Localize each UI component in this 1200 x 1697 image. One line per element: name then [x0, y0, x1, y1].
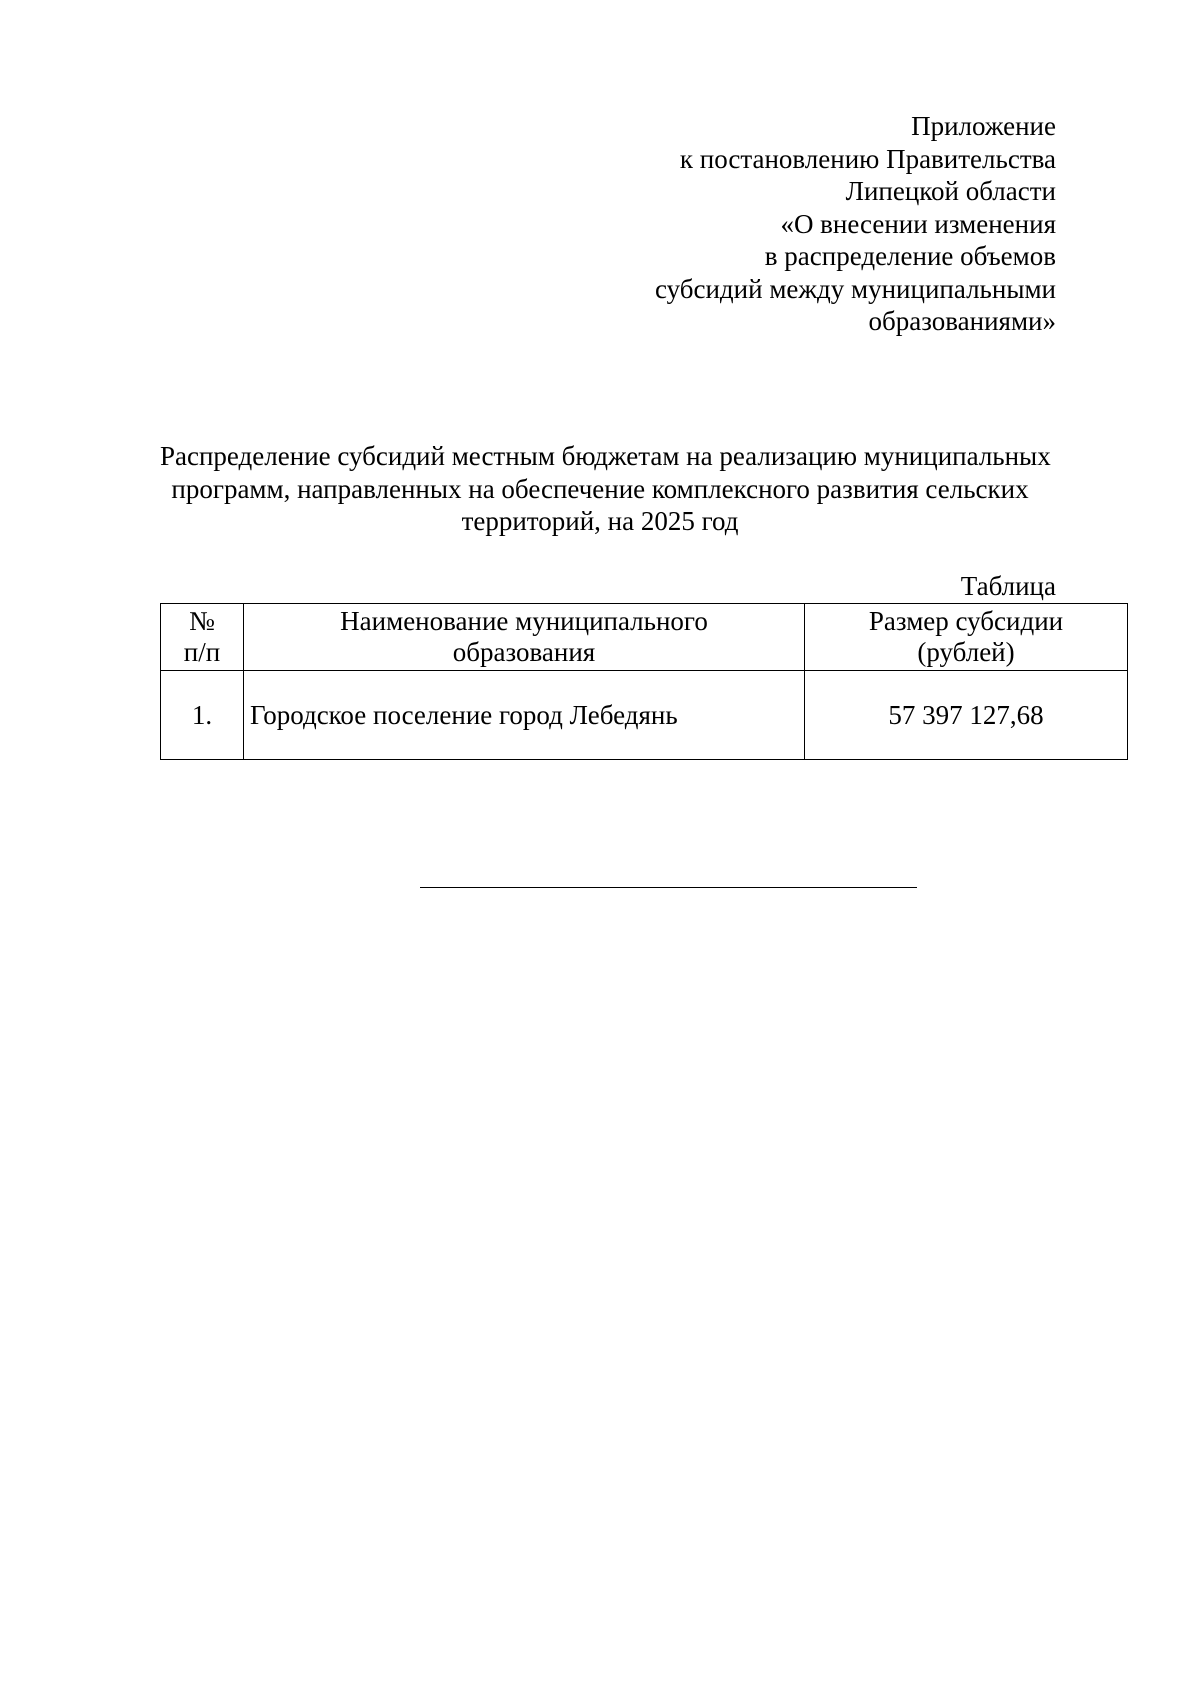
title-line: территорий, на 2025 год — [461, 506, 739, 536]
document-title — [160, 440, 1051, 538]
header-number-line1: № — [189, 606, 215, 636]
appendix-line: Липецкой области — [845, 176, 1056, 206]
table-label: Таблица — [960, 571, 1056, 601]
subsidy-table — [160, 603, 1128, 760]
appendix-line: субсидий между муниципальными — [654, 273, 1056, 304]
appendix-line: образованиями» — [868, 306, 1056, 336]
title-line: Распределение субсидий местным бюджетам на реализацию муниципальных — [160, 441, 1051, 471]
header-number-line2: п/п — [183, 637, 221, 667]
row-amount: 57 397 127,68 — [805, 671, 1128, 760]
header-municipality-line1: Наименование муниципального — [340, 606, 708, 636]
table-header-row — [161, 604, 1128, 671]
header-municipality — [244, 604, 805, 671]
appendix-line: к постановлению Правительства — [679, 143, 1056, 174]
row-number: 1. — [161, 671, 244, 760]
row-municipality: Городское поселение город Лебедянь — [244, 671, 805, 760]
header-amount — [805, 604, 1128, 671]
header-number — [161, 604, 244, 671]
header-amount-line2: (рублей) — [917, 637, 1015, 667]
appendix-line: «О внесении изменения — [780, 208, 1056, 239]
header-municipality-line2: образования — [452, 637, 596, 667]
footer-divider — [420, 887, 917, 888]
table-row — [161, 671, 1128, 760]
title-line: программ, направленных на обеспечение комплексного развития сельских — [171, 473, 1029, 504]
appendix-line: Приложение — [911, 111, 1056, 141]
header-amount-line1: Размер субсидии — [868, 606, 1064, 636]
appendix-line: в распределение объемов — [764, 241, 1056, 271]
appendix-block — [536, 110, 1056, 338]
